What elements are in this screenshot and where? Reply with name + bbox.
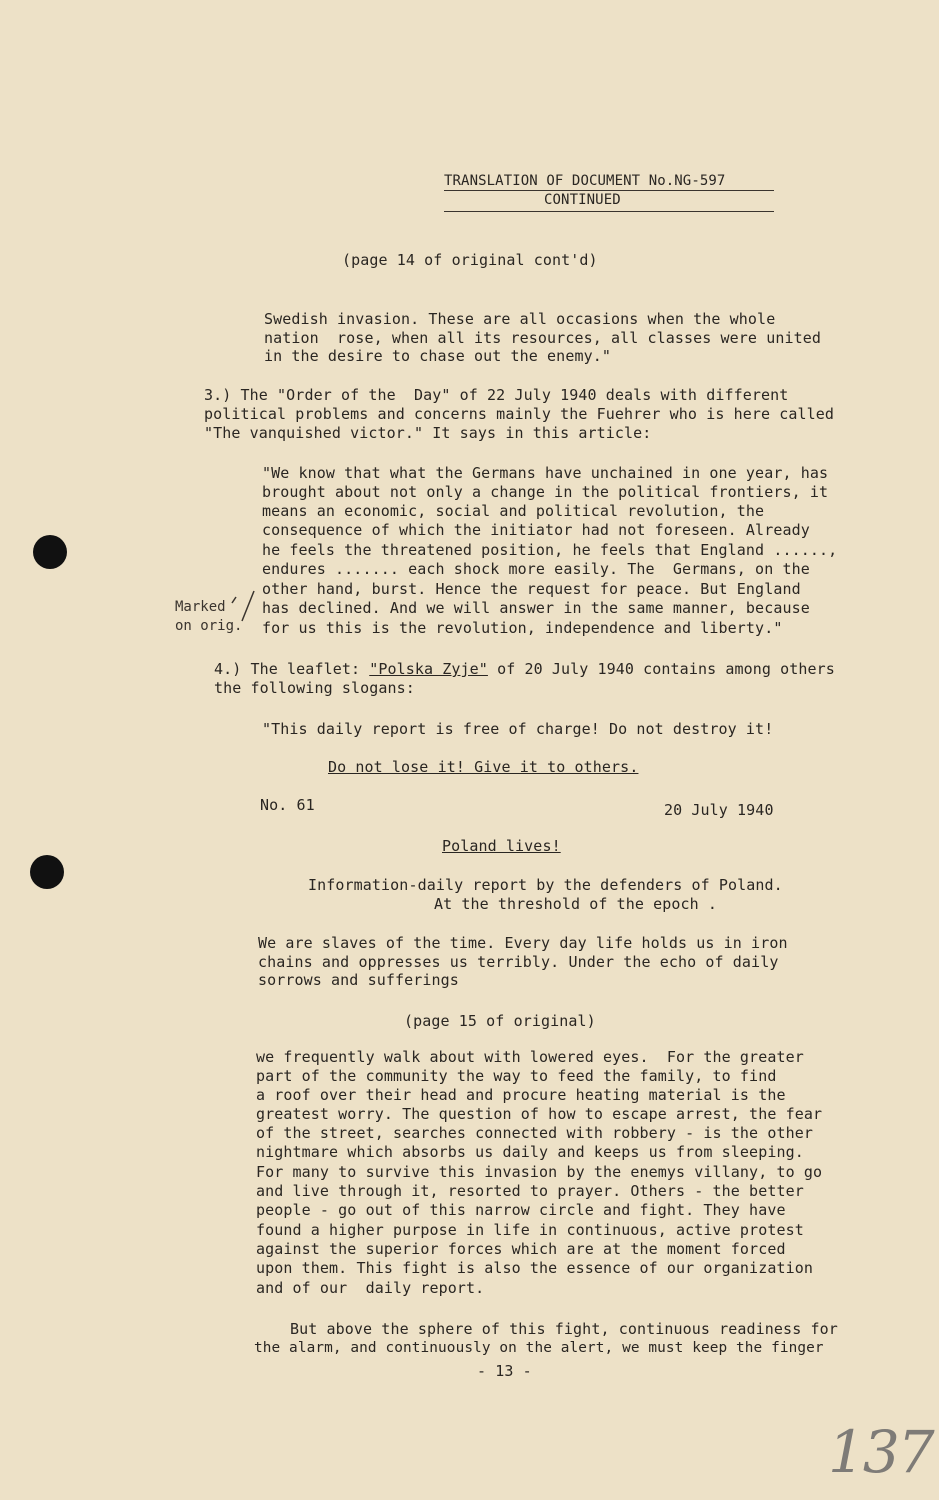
slogan-1: "This daily report is free of charge! Do not destroy it! xyxy=(262,720,774,738)
para1-line: nation rose, when all its resources, all classes were united xyxy=(264,329,821,347)
para6-line: we frequently walk about with lowered eyes. For the greater xyxy=(256,1048,804,1066)
para6-line: and live through it, resorted to prayer. Others - the better xyxy=(256,1182,804,1200)
slogan-2: Do not lose it! Give it to others. xyxy=(328,758,639,776)
para6-line: upon them. This fight is also the essence of our organization xyxy=(256,1259,813,1277)
para6-line: part of the community the way to feed the family, to find xyxy=(256,1067,777,1085)
para5-line: chains and oppresses us terribly. Under the echo of daily xyxy=(258,953,779,971)
leaflet-title: "Polska Zyje" xyxy=(369,660,488,678)
para1-line: in the desire to chase out the enemy." xyxy=(264,347,611,365)
title-underline xyxy=(444,190,774,191)
para5-line: sorrows and sufferings xyxy=(258,971,459,989)
quote3-line: means an economic, social and political revolution, the xyxy=(262,502,765,520)
item3-line: "The vanquished victor." It says in this article: xyxy=(204,424,652,442)
para5-line: We are slaves of the time. Every day life holds us in iron xyxy=(258,934,788,952)
para6-line: people - go out of this narrow circle and fight. They have xyxy=(256,1201,786,1219)
margin-note-marked: Marked xyxy=(175,599,226,615)
para6-line: found a higher purpose in life in continuous, active protest xyxy=(256,1221,804,1239)
para7-line: But above the sphere of this fight, continuous readiness for xyxy=(290,1320,838,1338)
punch-hole-top xyxy=(33,535,67,569)
info-line-2: At the threshold of the epoch . xyxy=(434,895,718,913)
quote3-line: "We know that what the Germans have unchained in one year, has xyxy=(262,464,829,482)
poland-lives-heading: Poland lives! xyxy=(442,837,561,855)
margin-bracket-mark xyxy=(228,585,262,625)
para6-line: nightmare which absorbs us daily and keeps us from sleeping. xyxy=(256,1143,804,1161)
item4-line: 4.) The leaflet: "Polska Zyje" of 20 July 1940 contains among others xyxy=(214,660,835,678)
subtitle-underline xyxy=(444,211,774,212)
quote3-line: has declined. And we will answer in the same manner, because xyxy=(262,599,810,617)
quote3-line: endures ....... each shock more easily. The Germans, on the xyxy=(262,560,810,578)
para6-line: a roof over their head and procure heating material is the xyxy=(256,1086,786,1104)
para6-line: greatest worry. The question of how to escape arrest, the fear xyxy=(256,1105,823,1123)
page-note-top: (page 14 of original cont'd) xyxy=(342,251,598,269)
issue-number: No. 61 xyxy=(260,796,315,814)
para6-line: and of our daily report. xyxy=(256,1279,485,1297)
para6-line: For many to survive this invasion by the enemys villany, to go xyxy=(256,1163,823,1181)
item3-line: 3.) The "Order of the Day" of 22 July 1940 deals with different xyxy=(204,386,789,404)
page-note-mid: (page 15 of original) xyxy=(404,1012,596,1030)
issue-date: 20 July 1940 xyxy=(664,801,774,819)
quote3-line: he feels the threatened position, he feels that England ......, xyxy=(262,541,838,559)
para7-line: the alarm, and continuously on the alert, we must keep the finger xyxy=(254,1340,824,1356)
info-line-1: Information-daily report by the defenders of Poland. xyxy=(308,876,783,894)
document-subtitle: CONTINUED xyxy=(544,192,621,208)
quote3-line: brought about not only a change in the political frontiers, it xyxy=(262,483,829,501)
quote3-line: consequence of which the initiator had not foreseen. Already xyxy=(262,521,810,539)
punch-hole-bottom xyxy=(30,855,64,889)
quote3-line: other hand, burst. Hence the request for peace. But England xyxy=(262,580,801,598)
para6-line: of the street, searches connected with robbery - is the other xyxy=(256,1124,813,1142)
para1-line: Swedish invasion. These are all occasions when the whole xyxy=(264,310,776,328)
handwritten-page-stamp: 137 xyxy=(828,1418,933,1486)
document-title: TRANSLATION OF DOCUMENT No.NG-597 xyxy=(444,173,726,189)
item3-line: political problems and concerns mainly the Fuehrer who is here called xyxy=(204,405,835,423)
quote3-line: for us this is the revolution, independence and liberty." xyxy=(262,619,783,637)
page-number: - 13 - xyxy=(477,1362,532,1380)
margin-note-orig: on orig. xyxy=(175,618,243,634)
para6-line: against the superior forces which are at the moment forced xyxy=(256,1240,786,1258)
item4-line: the following slogans: xyxy=(214,679,415,697)
